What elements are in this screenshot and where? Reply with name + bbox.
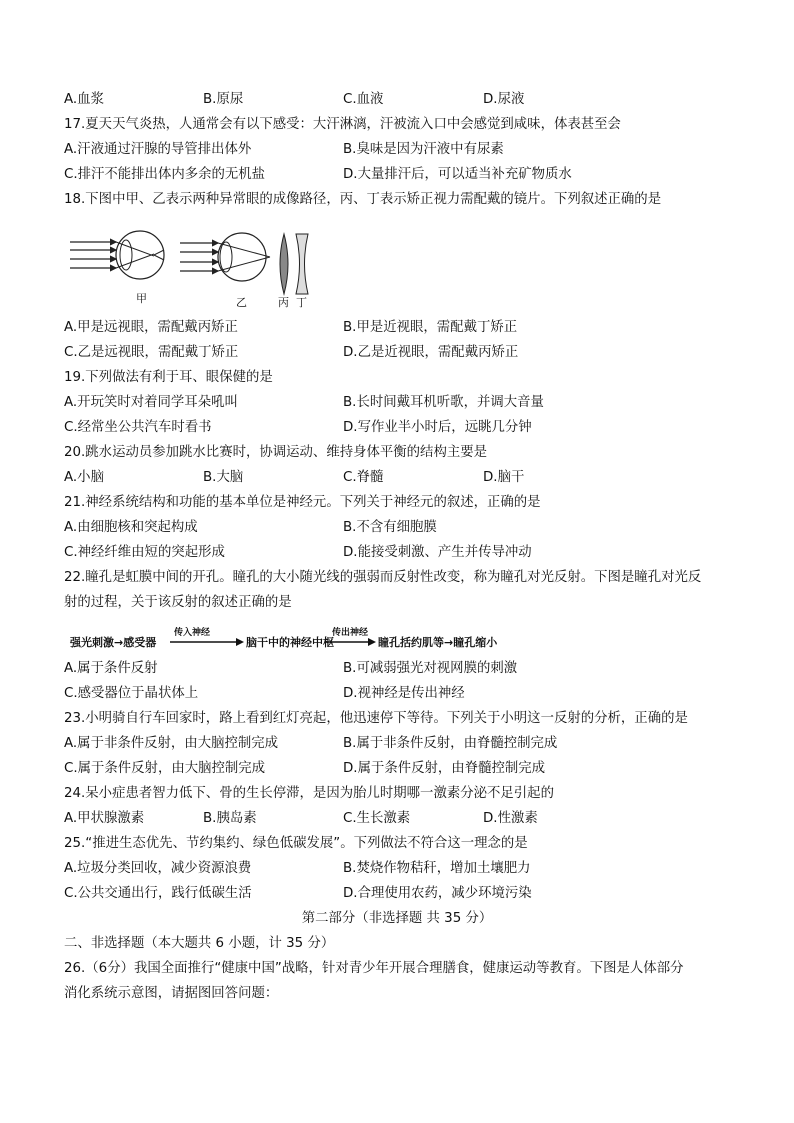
q21-option-c: C.神经纤维由短的突起形成 (64, 545, 225, 560)
q25-option-d: D.合理使用农药，减少环境污染 (343, 886, 532, 901)
q24-option-c: C.生长激素 (343, 811, 411, 826)
q22-option-d: D.视神经是传出神经 (343, 686, 465, 701)
q20-option-c: C.脊髓 (343, 470, 384, 485)
q22-option-a: A.属于条件反射 (64, 661, 158, 676)
q26-stem-line1: 26.（6分）我国全面推行“健康中国”战略，针对青少年开展合理膳食，健康运动等教育。下图是人体部分 (64, 961, 684, 976)
convex-lens-icon (280, 234, 288, 294)
q16-option-d: D.尿液 (483, 92, 525, 107)
q22-option-b: B.可减弱强光对视网膜的刺激 (343, 661, 518, 676)
q22-option-c: C.感受器位于晶状体上 (64, 686, 199, 701)
reflex-afferent-label: 传入神经 (174, 628, 211, 638)
q24-option-d: D.性激素 (483, 811, 538, 826)
eye-diagram (68, 226, 328, 308)
figure-label-ding: 丁 (296, 296, 307, 309)
q18-option-c: C.乙是远视眼，需配戴丁矫正 (64, 345, 239, 360)
q21-option-b: B.不含有细胞膜 (343, 520, 437, 535)
figure-label-yi: 乙 (236, 296, 247, 309)
q20-option-d: D.脑干 (483, 470, 525, 485)
q19-option-b: B.长时间戴耳机听歌，并调大音量 (343, 395, 544, 410)
section2-heading: 二、非选择题（本大题共 6 小题，计 35 分） (64, 936, 335, 951)
q23-option-a: A.属于非条件反射，由大脑控制完成 (64, 736, 279, 751)
q20-stem: 20.跳水运动员参加跳水比赛时，协调运动、维持身体平衡的结构主要是 (64, 445, 488, 460)
part2-title: 第二部分（非选择题 共 35 分） (301, 911, 493, 926)
q23-option-c: C.属于条件反射，由大脑控制完成 (64, 761, 266, 776)
q25-option-b: B.焚烧作物秸秆，增加土壤肥力 (343, 861, 531, 876)
q17-option-a: A.汗液通过汗腺的导管排出体外 (64, 142, 252, 157)
reflex-flow-diagram (70, 629, 550, 651)
q18-option-b: B.甲是近视眼，需配戴丁矫正 (343, 320, 518, 335)
q23-option-d: D.属于条件反射，由脊髓控制完成 (343, 761, 546, 776)
q16-option-a: A.血浆 (64, 92, 104, 107)
q21-option-a: A.由细胞核和突起构成 (64, 520, 198, 535)
q21-option-d: D.能接受刺激、产生并传导冲动 (343, 545, 532, 560)
q18-option-d: D.乙是近视眼，需配戴丙矫正 (343, 345, 519, 360)
q16-option-c: C.血液 (343, 92, 384, 107)
q25-option-a: A.垃圾分类回收，减少资源浪费 (64, 861, 252, 876)
q24-stem: 24.呆小症患者智力低下、骨的生长停滞，是因为胎儿时期哪一激素分泌不足引起的 (64, 786, 554, 801)
q17-option-c: C.排汗不能排出体内多余的无机盐 (64, 167, 266, 182)
eye-yi-icon (180, 233, 270, 281)
reflex-center: 脑干中的神经中枢 (246, 636, 334, 649)
q24-option-a: A.甲状腺激素 (64, 811, 145, 826)
q16-option-b: B.原尿 (203, 92, 244, 107)
q17-option-d: D.大量排汗后，可以适当补充矿物质水 (343, 167, 572, 182)
reflex-end: 瞳孔括约肌等→瞳孔缩小 (378, 636, 498, 649)
q21-stem: 21.神经系统结构和功能的基本单位是神经元。下列关于神经元的叙述，正确的是 (64, 495, 541, 510)
q20-option-b: B.大脑 (203, 470, 244, 485)
q25-stem: 25.“推进生态优先、节约集约、绿色低碳发展”。下列做法不符合这一理念的是 (64, 836, 528, 851)
q22-stem-line2: 射的过程，关于该反射的叙述正确的是 (64, 595, 292, 610)
q20-option-a: A.小脑 (64, 470, 104, 485)
q19-option-a: A.开玩笑时对着同学耳朵吼叫 (64, 395, 238, 410)
reflex-efferent-label: 传出神经 (332, 628, 369, 638)
arrow-right-icon (326, 637, 376, 647)
q23-stem: 23.小明骑自行车回家时，路上看到红灯亮起，他迅速停下等待。下列关于小明这一反射的分析，正确的是 (64, 711, 688, 726)
concave-lens-icon (296, 234, 308, 294)
arrow-right-icon (170, 637, 244, 647)
q18-option-a: A.甲是远视眼，需配戴丙矫正 (64, 320, 238, 335)
figure-label-jia: 甲 (136, 292, 147, 305)
q17-stem: 17.夏天天气炎热，人通常会有以下感受：大汗淋漓，汗被流入口中会感觉到咸味，体表甚至会 (64, 117, 621, 132)
q24-option-b: B.胰岛素 (203, 811, 257, 826)
q25-option-c: C.公共交通出行，践行低碳生活 (64, 886, 252, 901)
q19-option-c: C.经常坐公共汽车时看书 (64, 420, 212, 435)
reflex-start: 强光刺激→感受器 (70, 636, 157, 649)
q22-stem-line1: 22.瞳孔是虹膜中间的开孔。瞳孔的大小随光线的强弱而反射性改变，称为瞳孔对光反射。下图是瞳孔对光反 (64, 570, 702, 585)
q18-stem: 18.下图中甲、乙表示两种异常眼的成像路径，丙、丁表示矫正视力需配戴的镜片。下列叙述正确的是 (64, 192, 662, 207)
eye-jia-icon (70, 231, 164, 279)
q17-option-b: B.臭味是因为汗液中有尿素 (343, 142, 504, 157)
q19-stem: 19.下列做法有利于耳、眼保健的是 (64, 370, 273, 385)
q23-option-b: B.属于非条件反射，由脊髓控制完成 (343, 736, 558, 751)
q26-stem-line2: 消化系统示意图，请据图回答问题： (64, 986, 279, 1001)
q19-option-d: D.写作业半小时后，远眺几分钟 (343, 420, 532, 435)
figure-label-bing: 丙 (278, 296, 289, 309)
